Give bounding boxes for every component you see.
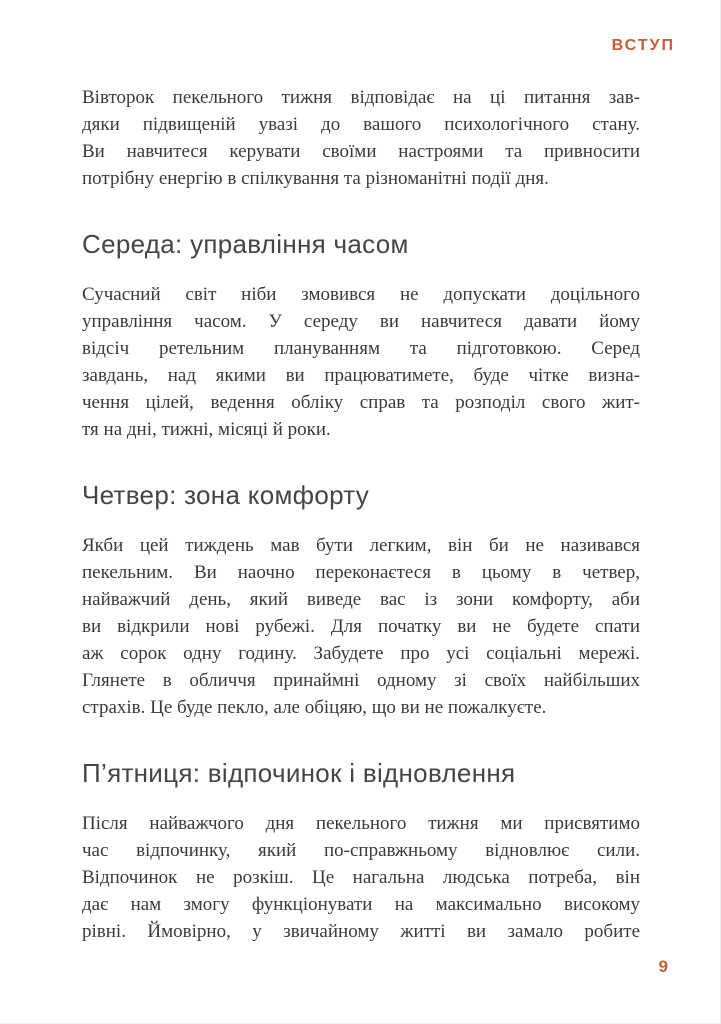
body-text-line: чення цілей, ведення обліку справ та розподіл свого жит-	[82, 392, 640, 413]
body-text-line: Відпочинок не розкіш. Це нагальна людська потреба, він	[82, 867, 640, 888]
page-number: 9	[658, 957, 668, 976]
running-head: ВСТУП	[611, 37, 675, 54]
body-text-line: завдань, над якими ви працюватимете, буде чітке визна-	[82, 365, 640, 386]
body-text-line: відсіч ретельним плануванням та підготовкою. Серед	[82, 338, 640, 359]
paragraph	[82, 810, 640, 945]
body-text-line: Ви навчитеся керувати своїми настроями та привносити	[82, 141, 640, 162]
body-text-line: дяки підвищеній увазі до вашого психологічного стану.	[82, 114, 640, 135]
body-text-line: найважчий день, який виведе вас із зони комфорту, аби	[82, 589, 640, 610]
body-text-line: управління часом. У середу ви навчитеся давати йому	[82, 311, 640, 332]
page-content	[82, 84, 640, 945]
body-text-line: рівні. Ймовірно, у звичайному житті ви замало робите	[82, 921, 640, 942]
section-heading: П’ятниця: відпочинок і відновлення	[82, 758, 516, 788]
body-text-line: ви відкрили нові рубежі. Для початку ви не будете спати	[82, 616, 640, 637]
body-text-line: страхів. Це буде пекло, але обіцяю, що ви не пожалкуєте.	[82, 697, 547, 718]
body-text-line: пекельним. Ви наочно переконаєтеся в цьому в четвер,	[82, 562, 640, 583]
body-text-line: Якби цей тиждень мав бути легким, він би не називався	[82, 535, 640, 556]
body-text-line: Після найважчого дня пекельного тижня ми присвятимо	[82, 813, 640, 834]
paragraph	[82, 281, 640, 443]
section-heading: Четвер: зона комфорту	[82, 480, 370, 510]
body-text-line: Вівторок пекельного тижня відповідає на ці питання зав-	[82, 87, 640, 108]
body-text-line: Глянете в обличчя принаймні одному зі своїх найбільших	[82, 670, 640, 691]
body-text-line: час відпочинку, який по-справжньому відновлює сили.	[82, 840, 640, 861]
body-text-line: дає нам змогу функціонувати на максимально високому	[82, 894, 640, 915]
body-text-line: Сучасний світ ніби змовився не допускати доцільного	[82, 284, 640, 305]
body-text-line: потрібну енергію в спілкування та різноманітні події дня.	[82, 168, 549, 189]
paragraph	[82, 532, 640, 721]
paragraph	[82, 84, 640, 192]
body-text-line: аж сорок одну годину. Забудете про усі соціальні мережі.	[82, 643, 640, 664]
body-text-line: тя на дні, тижні, місяці й роки.	[82, 419, 331, 440]
section-heading: Середа: управління часом	[82, 229, 409, 259]
